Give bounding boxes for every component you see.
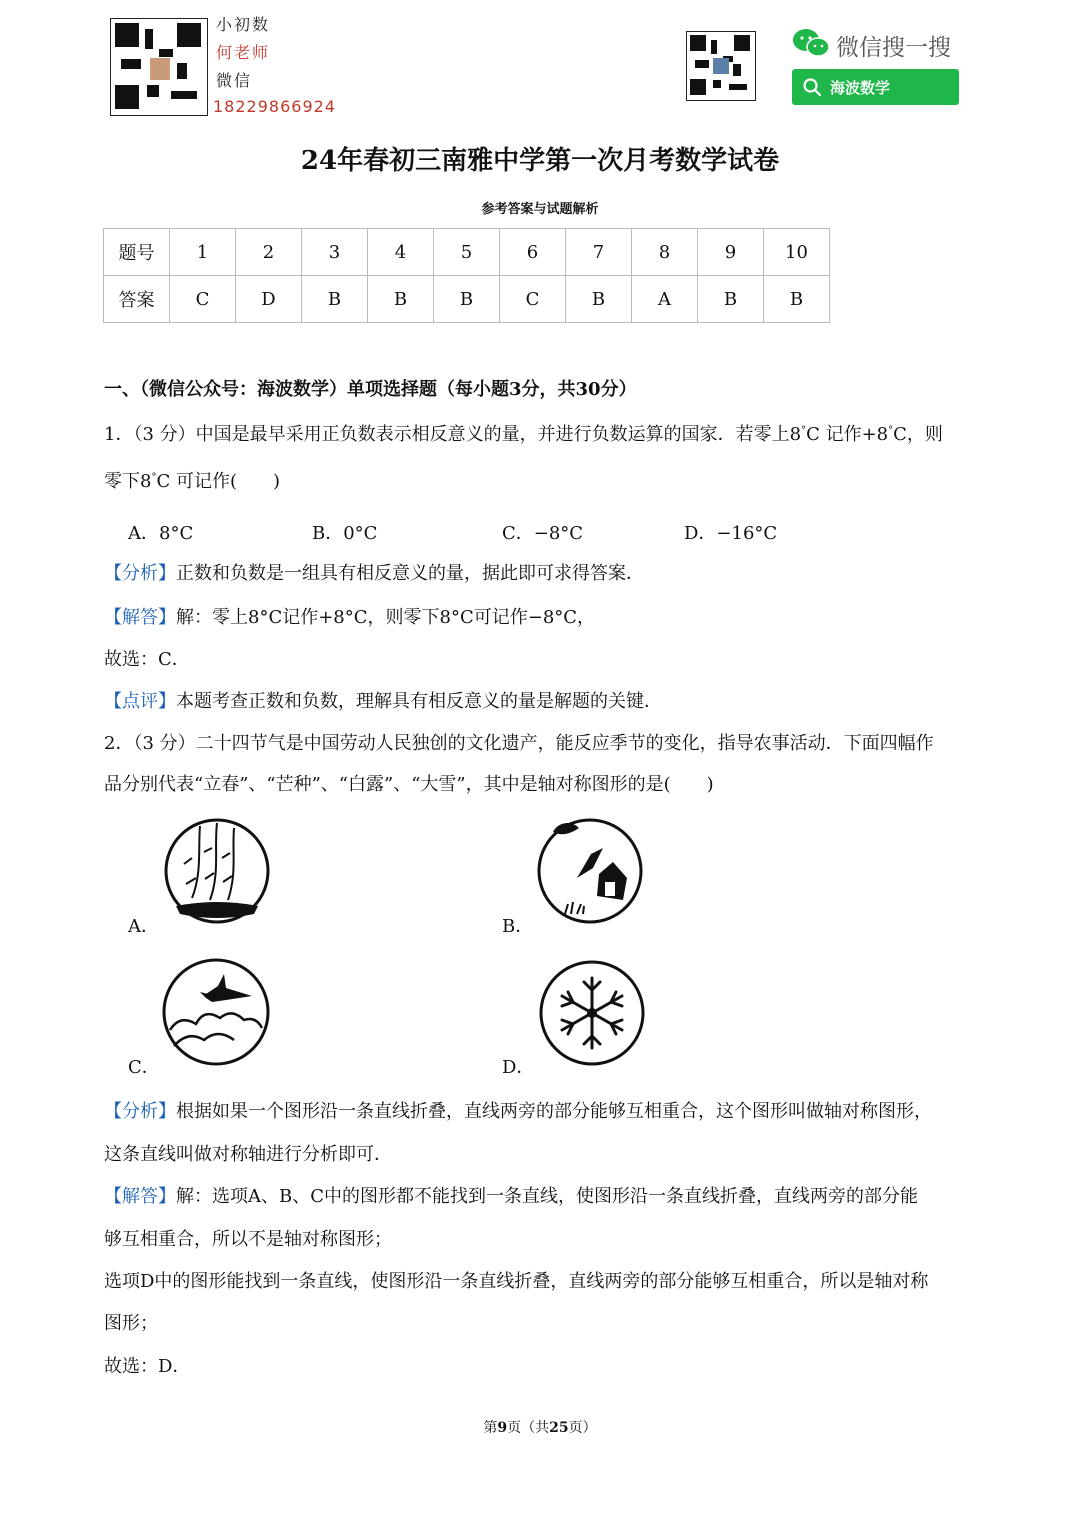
table-cell: B <box>302 276 368 323</box>
page-title: 24年春初三南雅中学第一次月考数学试卷 <box>300 146 780 176</box>
q2-option-b-label: B． <box>502 916 534 937</box>
q1-option-b: B．0°C <box>312 523 378 544</box>
q1-stem-text: C，则 <box>893 424 943 445</box>
analysis-tag: 【分析】 <box>104 1101 176 1122</box>
figure-b-hut <box>535 818 645 924</box>
figure-a-willow <box>162 818 272 924</box>
review-tag: 【点评】 <box>104 691 176 712</box>
qr-code-right <box>686 31 756 101</box>
table-cell: 5 <box>434 229 500 276</box>
solution-tag: 【解答】 <box>104 1186 176 1207</box>
solution-text: 解：选项A、B、C中的图形都不能找到一条直线，使图形沿一条直线折叠，直线两旁的部分能 <box>176 1186 918 1207</box>
section-heading: 一、（微信公众号：海波数学）单项选择题（每小题3分，共30分） <box>104 379 637 400</box>
table-cell: 3 <box>302 229 368 276</box>
answer-table <box>103 228 830 323</box>
q2-analysis-line-1 <box>104 1097 932 1123</box>
q1-stem-text: C 可记作( ) <box>156 471 280 492</box>
table-cell: 7 <box>566 229 632 276</box>
analysis-tag: 【分析】 <box>104 563 176 584</box>
q1-stem-text: 1．（3 分）中国是最早采用正负数表示相反意义的量，并进行负数运算的国家．若零上8 <box>104 424 802 445</box>
q1-option-a: A．8°C <box>128 523 194 544</box>
table-cell: B <box>434 276 500 323</box>
analysis-text: 根据如果一个图形沿一条直线折叠，直线两旁的部分能够互相重合，这个图形叫做轴对称图形， <box>176 1101 932 1122</box>
table-cell: B <box>698 276 764 323</box>
search-icon <box>802 77 822 97</box>
page-footer <box>0 1417 1080 1437</box>
table-cell: 9 <box>698 229 764 276</box>
table-cell: 2 <box>236 229 302 276</box>
q2-solution-line-3: 选项D中的图形能找到一条直线，使图形沿一条直线折叠，直线两旁的部分能够互相重合，所以是轴对称 <box>104 1271 929 1292</box>
solution-tag: 【解答】 <box>104 607 176 628</box>
footer-text: 第 <box>483 1420 498 1436</box>
wechat-search-title: 微信搜一搜 <box>836 35 951 61</box>
table-cell: 6 <box>500 229 566 276</box>
footer-page-number: 9 <box>497 1420 508 1436</box>
figure-d-snowflake <box>536 960 648 1066</box>
q2-option-a-label: A． <box>128 916 159 937</box>
analysis-text: 正数和负数是一组具有相反意义的量，据此即可求得答案． <box>176 563 644 584</box>
q1-stem-text: 零下8 <box>104 471 152 492</box>
page-subtitle: 参考答案与试题解析 <box>481 202 599 217</box>
wechat-logo-icon <box>792 28 830 58</box>
q1-stem-text: C 记作+8 <box>806 424 889 445</box>
wechat-search-button[interactable] <box>792 69 959 105</box>
q1-analysis <box>104 559 644 585</box>
handwritten-line-1: 小初数 <box>216 15 271 34</box>
q2-solution-line-2: 够互相重合，所以不是轴对称图形； <box>104 1229 392 1250</box>
table-cell: 1 <box>170 229 236 276</box>
q2-solution-line-4: 图形； <box>104 1313 158 1334</box>
q2-option-d-label: D． <box>502 1057 535 1078</box>
footer-text: 页） <box>568 1420 597 1436</box>
q1-option-d: D．−16°C <box>684 523 778 544</box>
answer-table-row-numbers <box>104 229 830 276</box>
table-header-cell: 答案 <box>104 276 170 323</box>
wechat-search-button-label: 海波数学 <box>830 78 891 97</box>
table-cell: D <box>236 276 302 323</box>
handwritten-line-3: 微信 <box>216 71 253 90</box>
table-header-cell: 题号 <box>104 229 170 276</box>
review-text: 本题考查正数和负数，理解具有相反意义的量是解题的关键． <box>176 691 662 712</box>
handwritten-phone: 18229866924 <box>213 97 336 116</box>
footer-text: 页（共 <box>507 1420 550 1436</box>
q2-stem-line-1: 2．（3 分）二十四节气是中国劳动人民独创的文化遗产，能反应季节的变化，指导农事活动．下面四幅作 <box>104 733 934 754</box>
qr-code-left <box>110 18 208 116</box>
table-cell: 4 <box>368 229 434 276</box>
solution-text: 解：零上8°C记作+8°C，则零下8°C可记作−8°C， <box>176 607 596 628</box>
q1-option-c: C．−8°C <box>502 523 584 544</box>
q2-stem-line-2: 品分别代表“立春”、“芒种”、“白露”、“大雪”，其中是轴对称图形的是( ) <box>104 774 714 795</box>
handwritten-line-2: 何老师 <box>216 43 271 62</box>
degree-sign: ° <box>888 425 894 436</box>
table-cell: C <box>500 276 566 323</box>
figure-c-bird <box>160 958 272 1066</box>
footer-total-pages: 25 <box>549 1420 569 1436</box>
q2-option-c-label: C． <box>128 1057 160 1078</box>
q1-stem-line-1 <box>104 420 943 446</box>
table-cell: C <box>170 276 236 323</box>
q1-stem-line-2 <box>104 467 280 493</box>
table-cell: B <box>566 276 632 323</box>
q2-choice: 故选：D． <box>104 1356 191 1377</box>
table-cell: B <box>764 276 830 323</box>
q1-choice: 故选：C． <box>104 649 190 670</box>
table-cell: 8 <box>632 229 698 276</box>
table-cell: B <box>368 276 434 323</box>
answer-table-row-answers <box>104 276 830 323</box>
degree-sign: ° <box>151 472 157 483</box>
q2-analysis-line-2: 这条直线叫做对称轴进行分析即可． <box>104 1144 392 1165</box>
q1-solution <box>104 603 595 629</box>
degree-sign: ° <box>801 425 807 436</box>
q1-review <box>104 687 662 713</box>
table-cell: 10 <box>764 229 830 276</box>
table-cell: A <box>632 276 698 323</box>
q2-solution-line-1 <box>104 1182 918 1208</box>
